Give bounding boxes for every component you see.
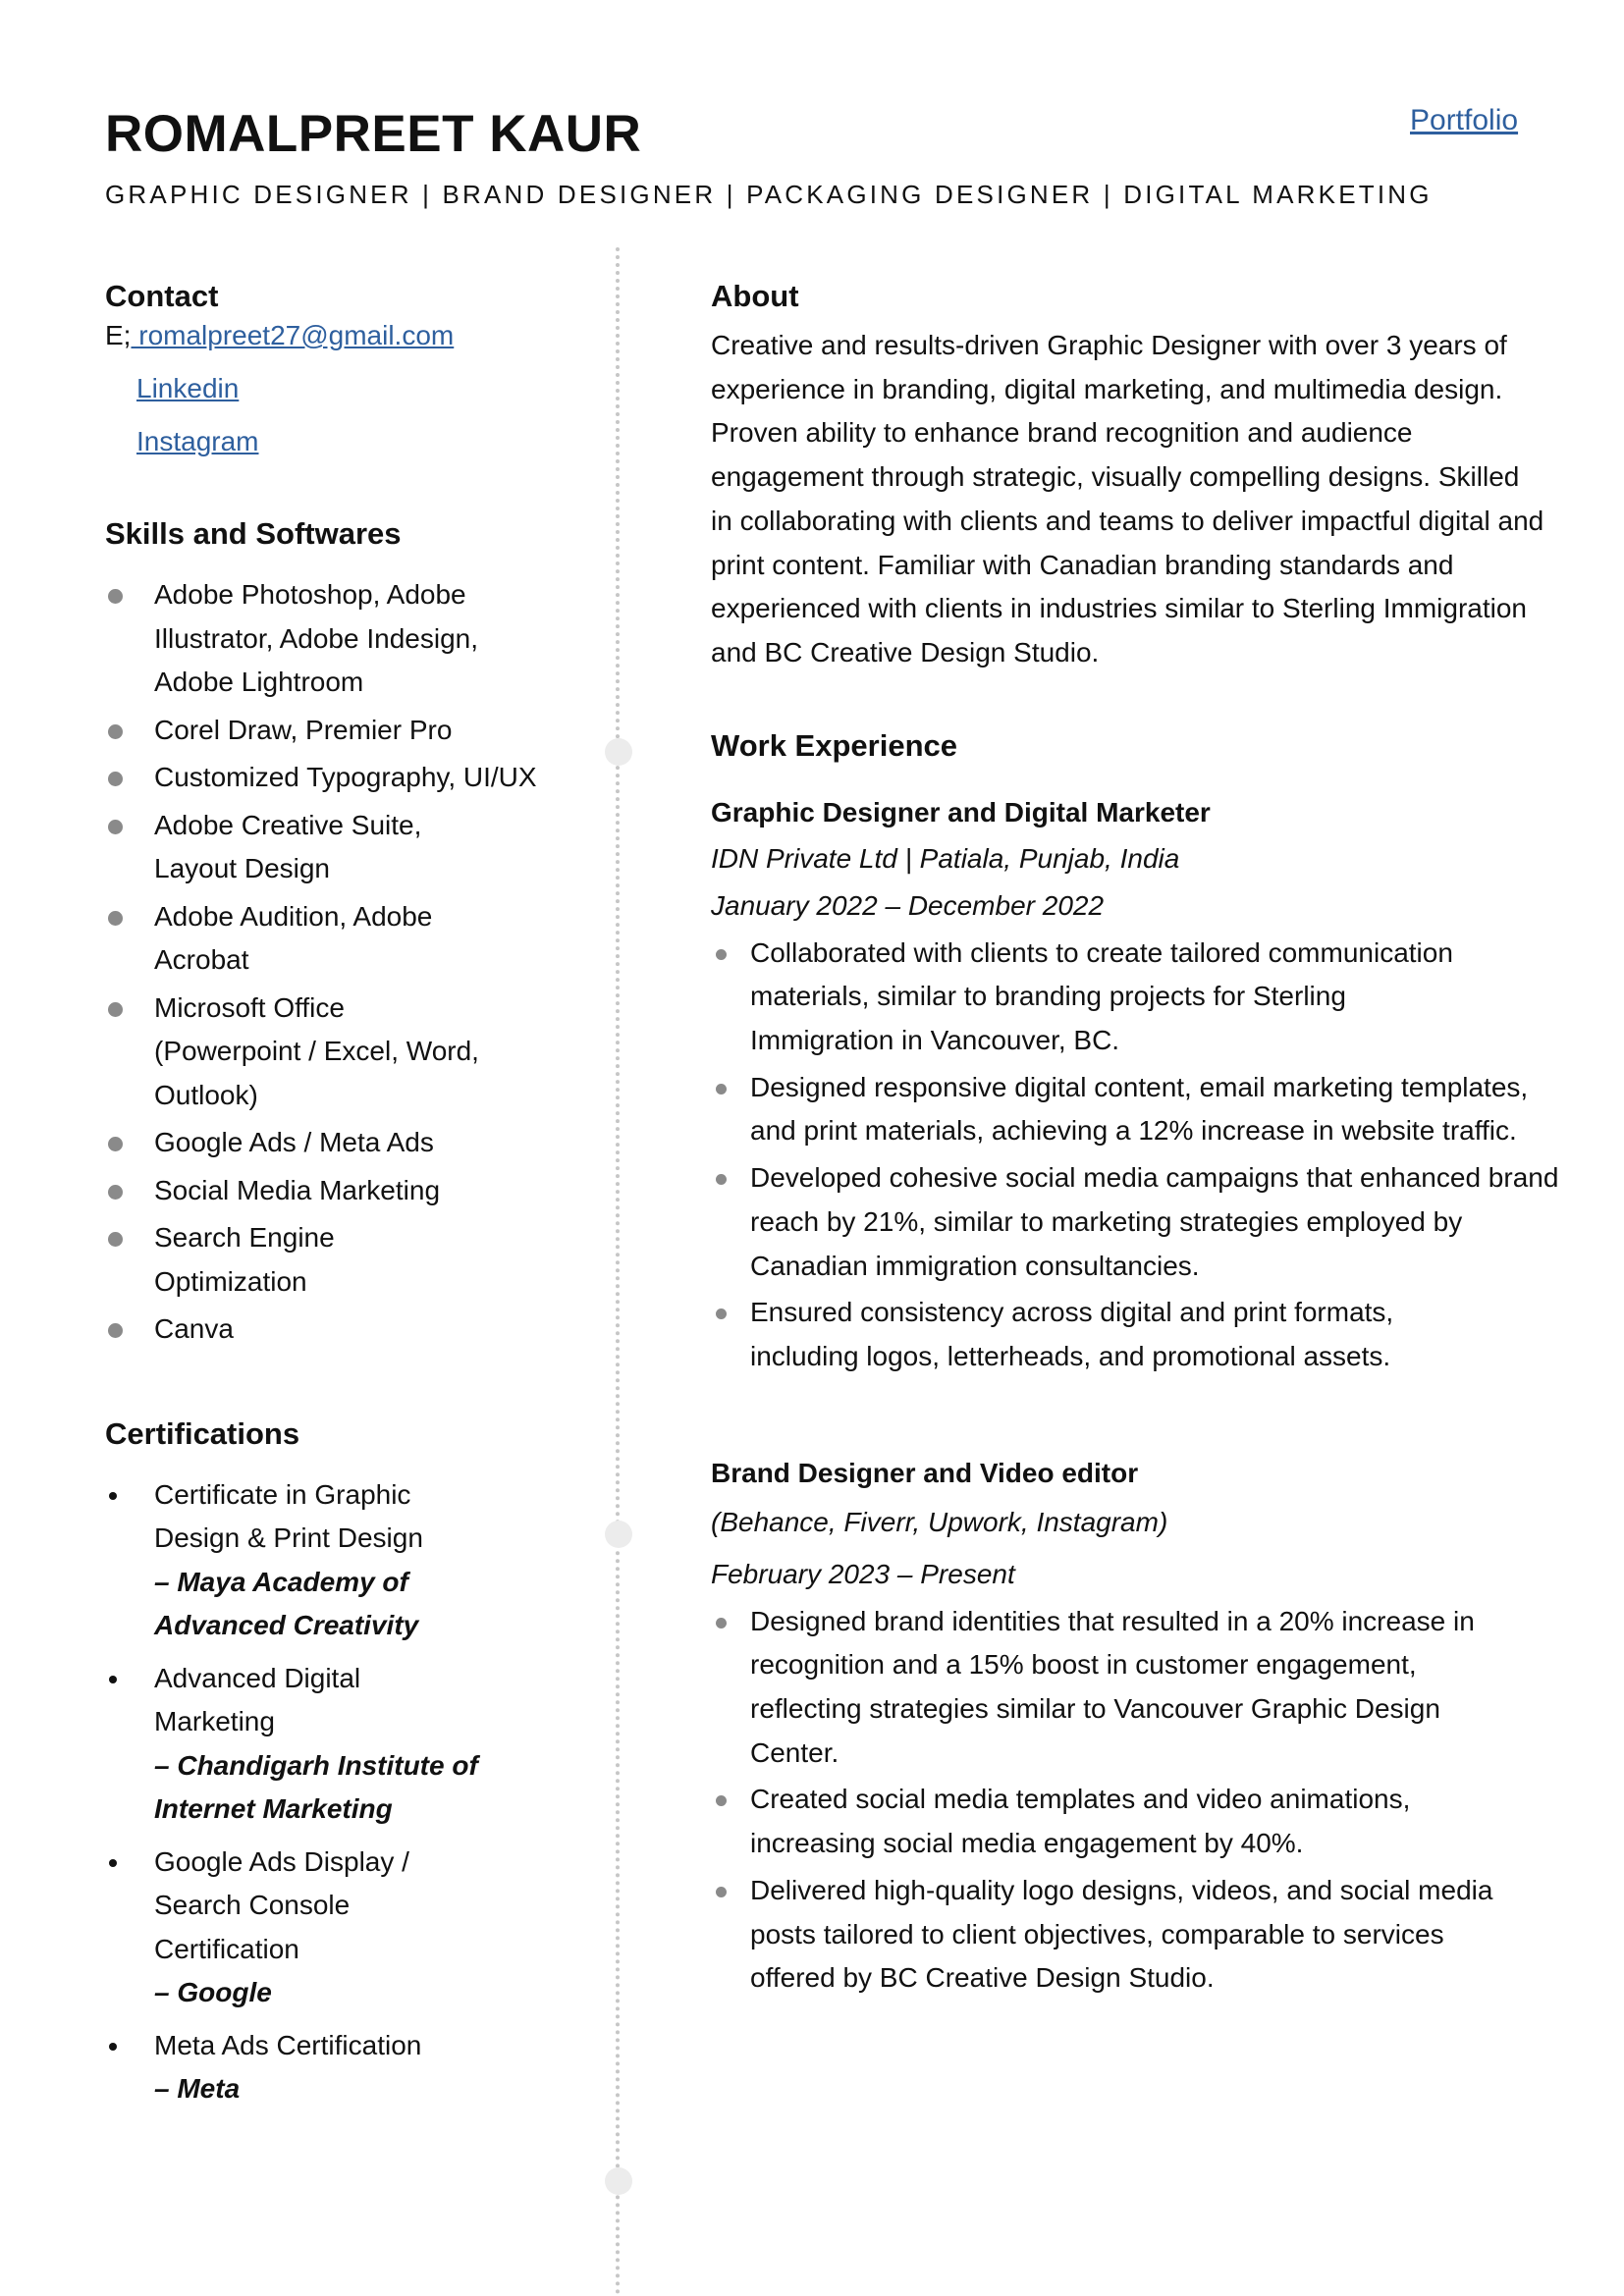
duty-text: Designed responsive digital content, email marketing templates, and print materials, achieving a 12% increase in website traffic. [750,1071,1529,1147]
linkedin-row [105,369,567,408]
certification-item [105,1657,527,1832]
job-dates: January 2022 – December 2022 [711,889,1105,921]
bullet-dot [716,1887,727,1897]
certification-name: Google Ads Display / Search Console Certification [154,1845,409,1964]
skill-text: Canva [154,1313,234,1344]
email-link[interactable]: romalpreet27@gmail.com [131,320,455,350]
certification-name: Certificate in Graphic Design & Print Design [154,1478,423,1553]
about-heading: About [711,279,799,313]
skill-text: Corel Draw, Premier Pro [154,714,453,745]
bullet-dot [716,1618,727,1629]
email-line [105,316,567,355]
skill-text: Social Media Marketing [154,1174,441,1205]
job-dates: February 2023 – Present [711,1558,1015,1589]
skill-item [105,804,508,891]
skill-item [105,895,508,983]
skill-item [105,573,488,705]
skill-item [105,1121,567,1165]
skill-text: Google Ads / Meta Ads [154,1127,434,1157]
duty-text: Developed cohesive social media campaigns that enhanced brand reach by 21%, similar to marketing strategies employed by Canadian immigration consultancies. [750,1162,1559,1281]
certification-item [105,1841,478,2015]
certification-item [105,1473,478,1648]
duty-text: Designed brand identities that resulted in a 20% increase in recognition and a 15% boost in customer engagement, reflecting strategies similar to Vancouver Graphic Design Center. [750,1605,1475,1768]
bullet-dot [716,1795,727,1806]
duty-item [711,1869,1526,2001]
duty-text: Ensured consistency across digital and print formats, including logos, letterheads, and promotional assets. [750,1297,1394,1371]
job-duties-list [711,932,1559,1379]
job-company: IDN Private Ltd | Patiala, Punjab, India [711,842,1180,874]
certifications-heading: Certifications [105,1415,300,1451]
bullet-dot [108,911,123,926]
job-title: Brand Designer and Video editor [711,1457,1139,1488]
bullet-dot [109,1492,117,1500]
job-titles-subtitle: GRAPHIC DESIGNER | BRAND DESIGNER | PACKAGING DESIGNER | DIGITAL MARKETING [105,180,1433,209]
certification-name: Meta Ads Certification [154,2029,422,2060]
bullet-dot [108,820,123,834]
skill-text: Customized Typography, UI/UX [154,762,537,792]
instagram-link[interactable]: Instagram [136,426,259,456]
right-column [711,277,1559,2003]
skill-item [105,1169,567,1213]
certification-issuer: – Maya Academy of Advanced Creativity [154,1566,419,1640]
duty-text: Delivered high-quality logo designs, videos, and social media posts tailored to client objectives, comparable to services offered by BC Creative Design Studio. [750,1874,1493,1994]
skill-text: Microsoft Office (Powerpoint / Excel, Word, Outlook) [154,991,479,1110]
duty-item [711,1600,1526,1776]
work-experience-section [711,726,1559,2001]
linkedin-link[interactable]: Linkedin [136,373,240,403]
skill-text: Adobe Photoshop, Adobe Illustrator, Adobe Indesign, Adobe Lightroom [154,579,478,697]
duty-item [711,1778,1526,1865]
skill-item [105,1308,567,1352]
duty-item [711,1291,1496,1378]
candidate-name: ROMALPREET KAUR [105,105,642,163]
duty-text: Collaborated with clients to create tailored communication materials, similar to branding projects for Sterling Immigration in Vancouver, BC. [750,936,1453,1056]
email-prefix: E; [105,320,132,350]
skills-section [105,514,567,1352]
divider-dot [605,2167,632,2195]
bullet-dot [716,1174,727,1185]
left-column [105,277,567,2120]
job-entry [711,793,1559,1379]
bullet-dot [108,1185,123,1200]
divider-dot [605,1521,632,1548]
work-experience-heading: Work Experience [711,727,957,763]
about-text: Creative and results-driven Graphic Designer with over 3 years of experience in branding, digital marketing, and multimedia design. Proven ability to enhance brand recognition and audience engagement through strategic, visually compelling designs. Skilled in collaborating with clients and teams to deliver impactful digital and print content. Familiar with Canadian branding standards and experienced with clients in industries similar to Sterling Immigration and BC Creative Design Studio. [711,330,1544,667]
job-title: Graphic Designer and Digital Marketer [711,796,1211,828]
duty-text: Created social media templates and video animations, increasing social media engagement by 40%. [750,1784,1411,1859]
bullet-dot [108,1137,123,1151]
job-entry [711,1454,1545,2001]
bullet-dot [716,1308,727,1319]
skill-item [105,987,488,1118]
skill-text: Adobe Creative Suite, Layout Design [154,809,422,883]
bullet-dot [109,1859,117,1867]
bullet-dot [108,1232,123,1247]
bullet-dot [716,1084,727,1095]
skills-heading: Skills and Softwares [105,516,402,551]
skill-text: Adobe Audition, Adobe Acrobat [154,900,433,975]
column-divider [616,247,620,2296]
instagram-row [105,422,567,461]
certification-issuer: – Google [154,1977,272,2007]
bullet-dot [716,949,727,960]
skills-list [105,573,567,1352]
portfolio-link[interactable]: Portfolio [1410,104,1519,136]
certification-name: Advanced Digital Marketing [154,1662,361,1736]
bullet-dot [109,1676,117,1683]
bullet-dot [108,589,123,604]
certifications-section [105,1415,567,2111]
duty-item [711,1156,1575,1288]
certification-item [105,2024,547,2111]
bullet-dot [108,1323,123,1338]
skill-item [105,756,547,800]
bullet-dot [108,772,123,786]
skill-item [105,709,567,753]
contact-heading: Contact [105,279,219,313]
certification-issuer: – Chandigarh Institute of Internet Marketing [154,1749,478,1824]
certification-issuer: – Meta [154,2073,241,2104]
contact-section [105,277,567,461]
about-section [711,277,1545,675]
bullet-dot [108,1002,123,1017]
divider-dot [605,738,632,766]
bullet-dot [109,2043,117,2051]
bullet-dot [108,724,123,739]
job-company: (Behance, Fiverr, Upwork, Instagram) [711,1506,1168,1537]
skill-text: Search Engine Optimization [154,1222,335,1297]
duty-item [711,932,1496,1063]
certifications-list [105,1473,567,2111]
job-duties-list [711,1600,1545,2001]
skill-item [105,1216,449,1304]
duty-item [711,1066,1536,1153]
